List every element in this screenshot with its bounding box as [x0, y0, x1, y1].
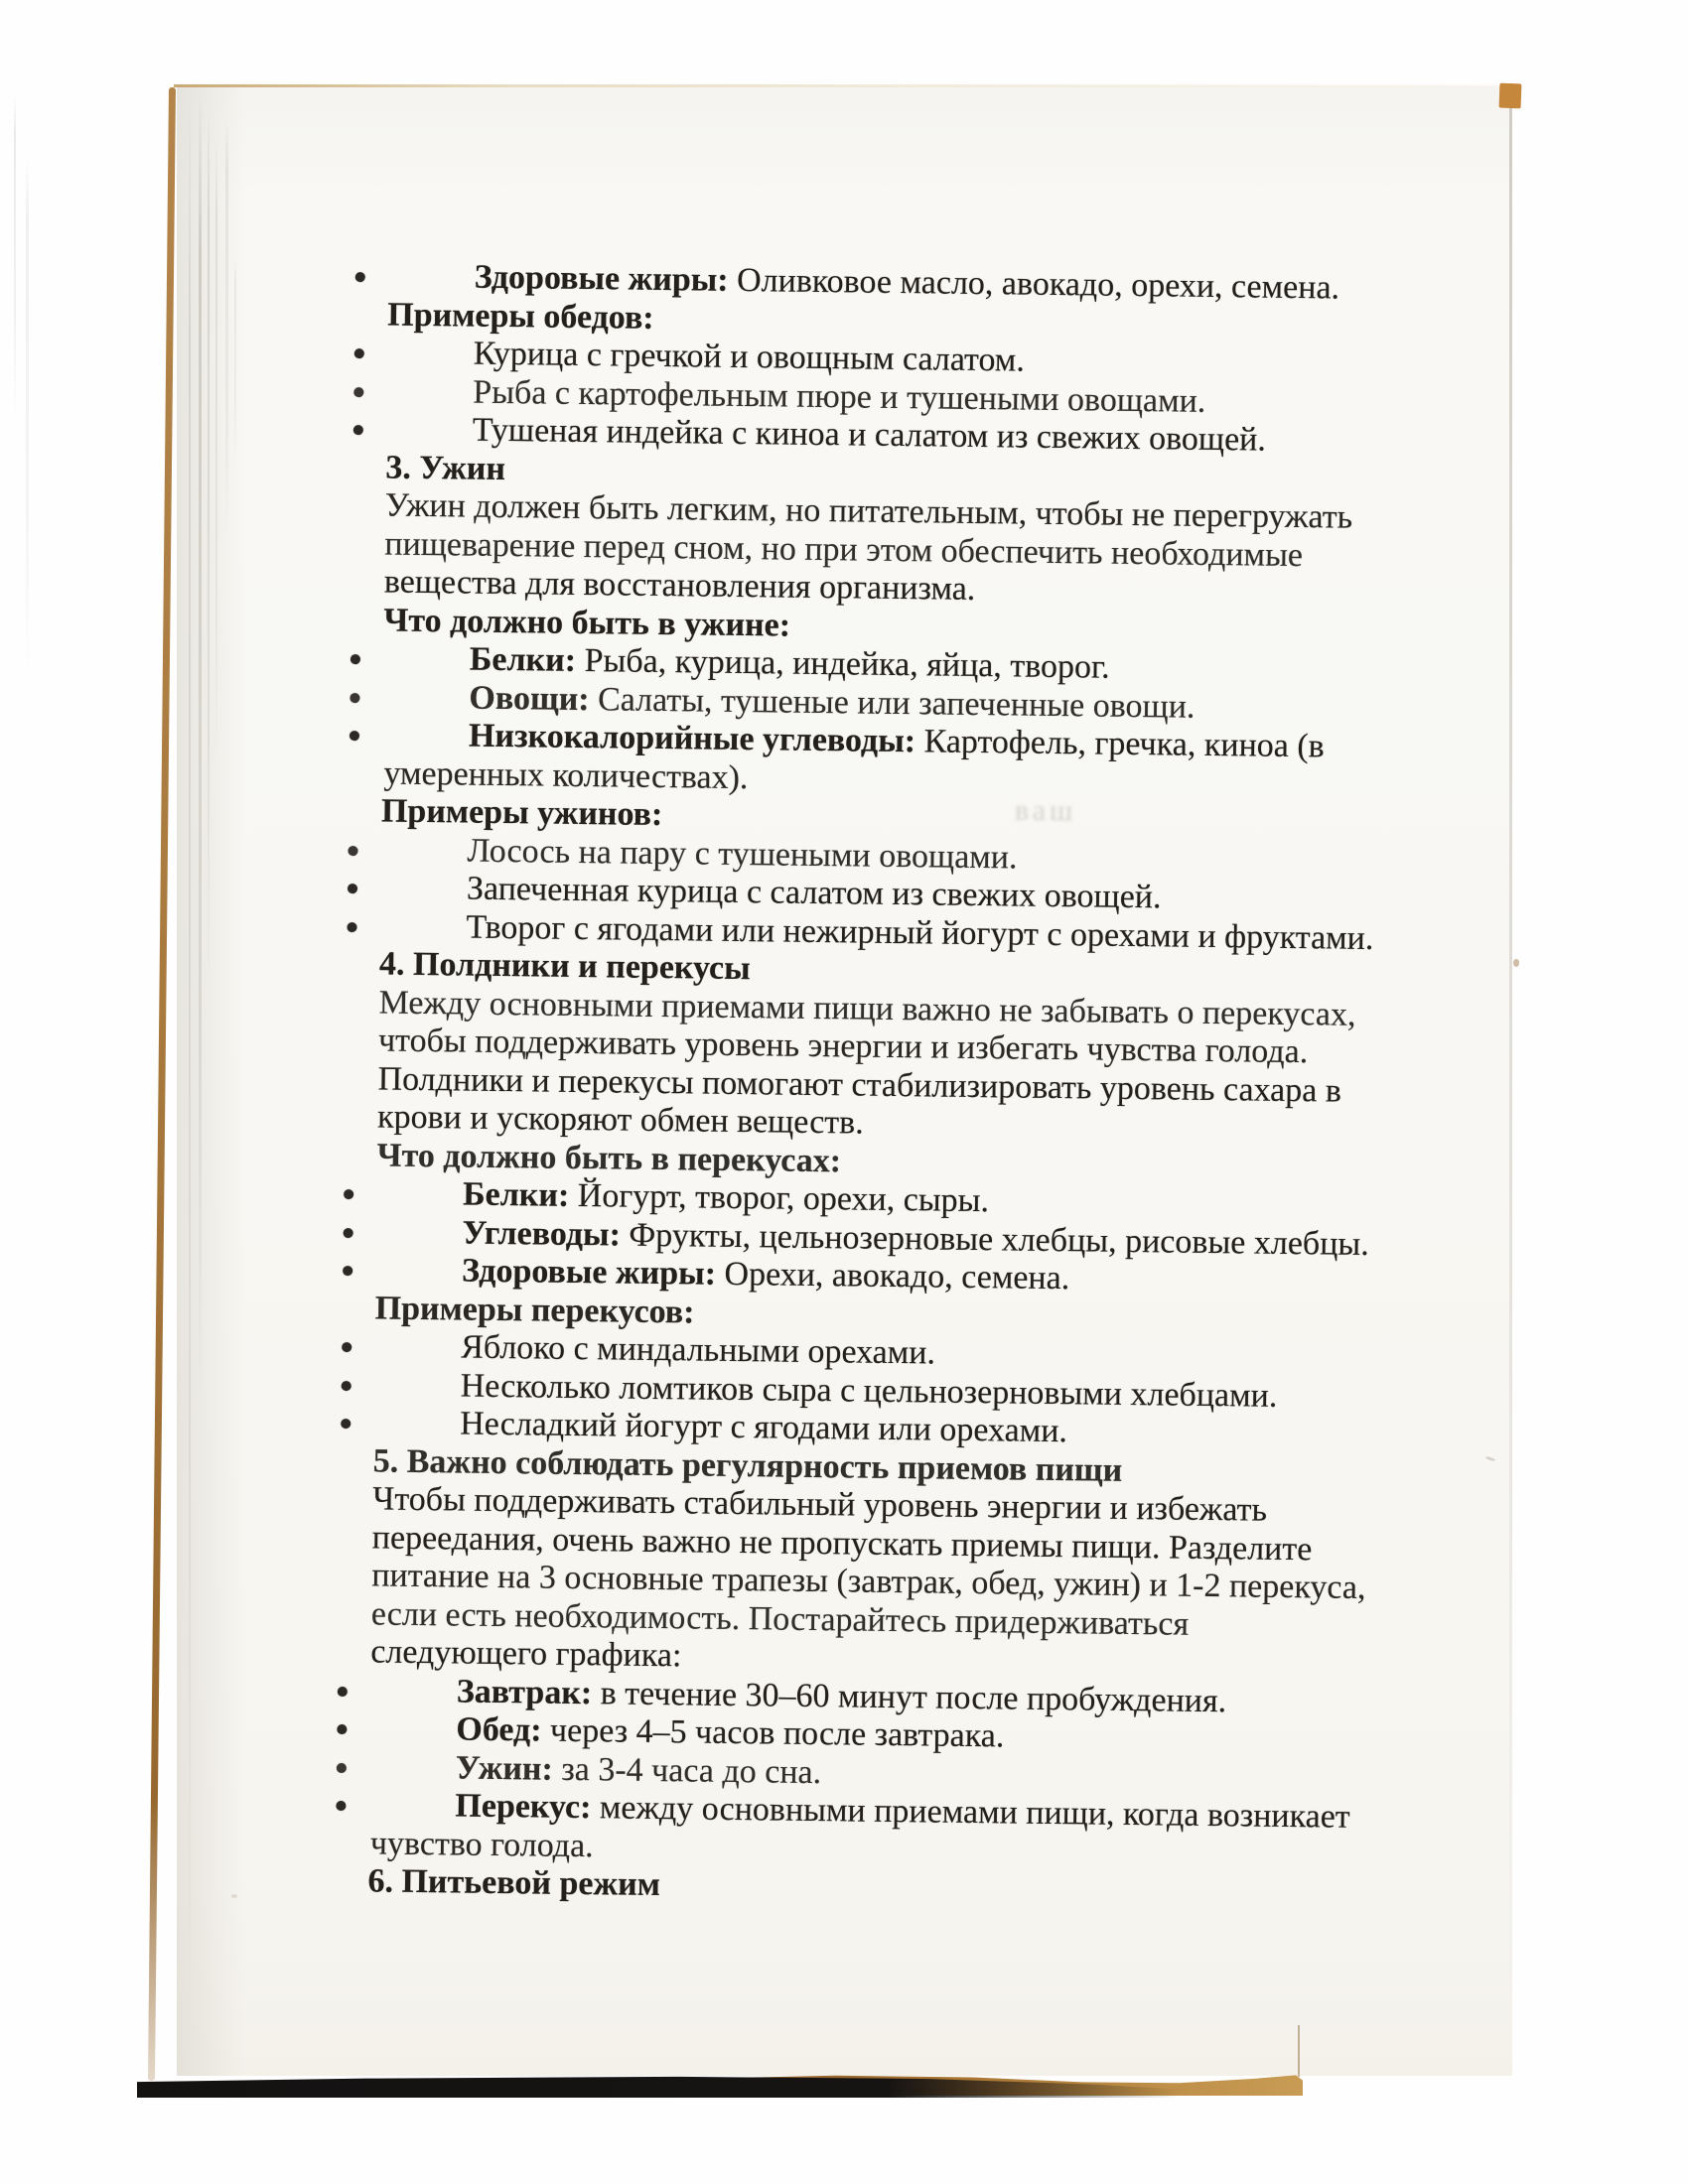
- bullet-icon: [355, 272, 365, 282]
- line-text: Картофель, гречка, киноа (в: [914, 723, 1325, 765]
- line-text: Рыба с картофельным пюре и тушеными овощами.: [473, 373, 1206, 420]
- line-text: 6. Питьевой режим: [367, 1862, 661, 1904]
- bullet-icon: [347, 922, 356, 932]
- line-text: 5. Важно соблюдать регулярность приемов пищи: [372, 1441, 1123, 1489]
- line-text: 3. Ужин: [385, 448, 506, 487]
- bullet-icon: [353, 425, 363, 435]
- list-item-label: Завтрак:: [456, 1672, 593, 1711]
- line-text: Между основными приемами пищи важно не забывать о перекусах,: [378, 983, 1356, 1033]
- bullet-icon: [336, 1801, 346, 1811]
- bullet-icon: [337, 1762, 347, 1772]
- bullet-icon: [350, 693, 359, 703]
- line-text: Тушеная индейка с киноа и салатом из свежих овощей.: [472, 411, 1267, 459]
- bullet-icon: [342, 1381, 352, 1391]
- line-text: Ужин должен быть легким, но питательным, чтобы не перегружать: [384, 486, 1353, 536]
- line-text: за 3-4 часа до сна.: [552, 1750, 822, 1791]
- line-text: следующего графика:: [370, 1633, 682, 1675]
- line-text: Запеченная курица с салатом из свежих овощей.: [466, 870, 1162, 916]
- bullet-icon: [343, 1266, 352, 1276]
- list-item-label: Овощи:: [469, 679, 590, 718]
- line-text: Лосось на пару с тушеными овощами.: [467, 832, 1018, 877]
- line-text: Примеры обедов:: [387, 296, 654, 337]
- line-text: Фрукты, цельнозерновые хлебцы, рисовые хлебцы.: [620, 1216, 1370, 1263]
- line-text: Чтобы поддерживать стабильный уровень энергии и избежать: [372, 1480, 1268, 1529]
- bullet-icon: [337, 1724, 347, 1734]
- line-text: крови и ускоряют обмен веществ.: [376, 1098, 864, 1142]
- line-text: вещества для восстановления организма.: [383, 563, 976, 608]
- list-item-label: Здоровые жиры:: [461, 1252, 717, 1293]
- list-item-label: Низкокалорийные углеводы:: [468, 717, 916, 760]
- line-text: Йогурт, творог, орехи, сыры.: [569, 1176, 990, 1220]
- line-text: 4. Полдники и перекусы: [378, 945, 751, 988]
- list-item-label: Здоровые жиры:: [474, 258, 729, 299]
- bullet-icon: [351, 654, 360, 664]
- line-text: Салаты, тушеные или запеченные овощи.: [589, 680, 1196, 726]
- bullet-icon: [342, 1342, 352, 1352]
- scanner-shadow-band: [137, 2076, 1180, 2098]
- line-text: Примеры ужинов:: [380, 792, 663, 834]
- orange-corner-mark: [1499, 83, 1522, 109]
- list-item-label: Обед:: [456, 1710, 542, 1749]
- line-text: Творог с ягодами или нежирный йогурт с орехами и фруктами.: [466, 908, 1374, 957]
- page-top-edge: [174, 84, 1512, 87]
- line-text: пищеварение перед сном, но при этом обеспечить необходимые: [384, 524, 1304, 574]
- list-item-label: Белки:: [469, 640, 577, 679]
- list-item-label: Ужин:: [455, 1748, 554, 1788]
- line-text: Что должно быть в ужине:: [383, 601, 791, 644]
- bullet-icon: [344, 1189, 353, 1199]
- line-text: чувство голода.: [369, 1824, 594, 1864]
- list-item-label: Перекус:: [455, 1787, 592, 1827]
- list-item-label: Белки:: [462, 1175, 570, 1214]
- line-text: Яблоко с миндальными орехами.: [460, 1328, 936, 1372]
- line-text: если есть необходимость. Постарайтесь придерживаться: [370, 1594, 1190, 1643]
- list-item-label: Углеводы:: [462, 1214, 622, 1254]
- line-text: Рыба, курица, индейка, яйца, творог.: [575, 641, 1110, 686]
- bullet-icon: [348, 846, 357, 856]
- line-text: Несколько ломтиков сыра с цельнозерновыми хлебцами.: [460, 1367, 1278, 1415]
- bullet-icon: [344, 1228, 353, 1238]
- line-text: питание на 3 основные трапезы (завтрак, обед, ужин) и 1-2 перекуса,: [371, 1557, 1366, 1606]
- line-text: Оливковое масло, авокадо, орехи, семена.: [728, 261, 1340, 307]
- bullet-icon: [338, 1686, 348, 1696]
- line-text: через 4–5 часов после завтрака.: [541, 1711, 1005, 1755]
- line-text: Курица с гречкой и овощным салатом.: [473, 335, 1026, 379]
- line-text: между основными приемами пищи, когда возникает: [591, 1789, 1350, 1836]
- bullet-icon: [354, 348, 364, 358]
- line-text: Примеры перекусов:: [374, 1289, 695, 1330]
- line-text: переедания, очень важно не пропускать приемы пищи. Разделите: [371, 1518, 1313, 1568]
- page-corner-line: [1298, 2025, 1300, 2077]
- line-text: Несладкий йогурт с ягодами или орехами.: [460, 1405, 1068, 1450]
- ghost-smudge: ваш: [1014, 793, 1077, 828]
- document-text-block: [0, 253, 1688, 1918]
- bullet-icon: [350, 731, 359, 741]
- bullet-icon: [353, 387, 363, 397]
- line-text: в течение 30–60 минут после пробуждения.: [592, 1674, 1227, 1719]
- line-text: Полдники и перекусы помогают стабилизировать уровень сахара в: [377, 1059, 1342, 1110]
- line-text: Что должно быть в перекусах:: [376, 1136, 842, 1179]
- line-text: чтобы поддерживать уровень энергии и избегать чувства голода.: [377, 1022, 1309, 1071]
- bullet-icon: [348, 884, 357, 893]
- line-text: умеренных количествах).: [383, 753, 749, 796]
- bullet-icon: [341, 1419, 351, 1429]
- line-text: Орехи, авокадо, семена.: [715, 1255, 1070, 1297]
